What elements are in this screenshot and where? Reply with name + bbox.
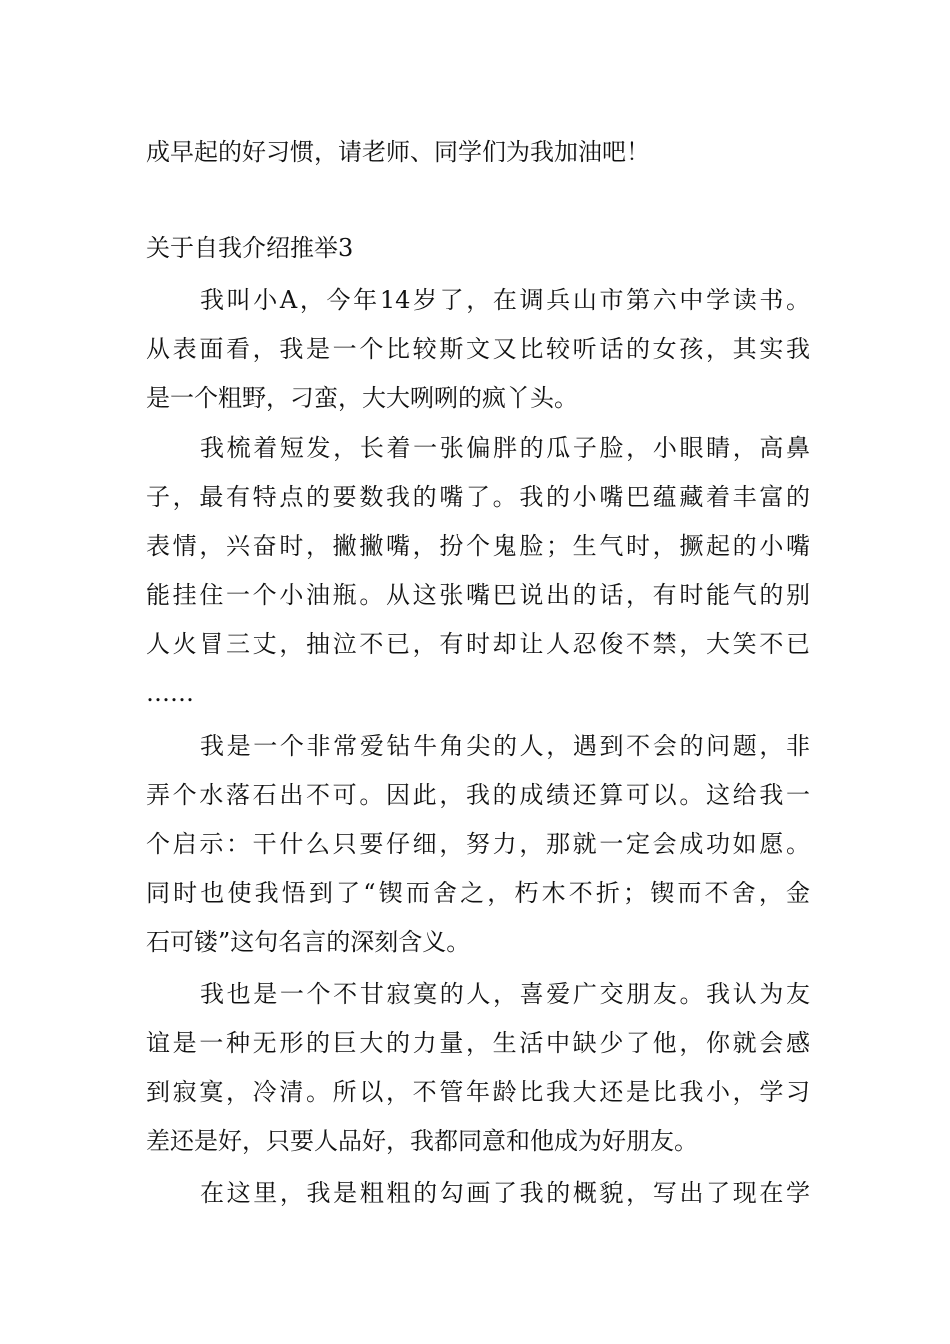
text-line: 我是一个非常爱钻牛角尖的人，遇到不会的问题，非 xyxy=(200,732,810,760)
text-line: 我梳着短发，长着一张偏胖的瓜子脸，小眼睛，高鼻 xyxy=(200,434,810,462)
text-line: 个启示：干什么只要仔细，努力，那就一定会成功如愿。 xyxy=(146,830,810,858)
text-line: 表情，兴奋时，撇撇嘴，扮个鬼脸；生气时，撅起的小嘴 xyxy=(146,532,810,560)
paragraph-2 xyxy=(146,424,810,718)
text-line: 能挂住一个小油瓶。从这张嘴巴说出的话，有时能气的别 xyxy=(146,581,810,609)
text-line: 成早起的好习惯，请老师、同学们为我加油吧！ xyxy=(146,138,650,166)
paragraph-5 xyxy=(146,1169,810,1218)
paragraph-1 xyxy=(146,276,810,423)
paragraph-3 xyxy=(146,722,810,967)
text-line: 人火冒三丈，抽泣不已，有时却让人忍俊不禁，大笑不已 xyxy=(146,630,810,658)
text-line: 子，最有特点的要数我的嘴了。我的小嘴巴蕴藏着丰富的 xyxy=(146,483,810,511)
text-line: 差还是好，只要人品好，我都同意和他成为好朋友。 xyxy=(146,1127,698,1155)
text-line: 石可镂”这句名言的深刻含义。 xyxy=(146,928,471,956)
text-line: 同时也使我悟到了“锲而舍之，朽木不折；锲而不舍，金 xyxy=(146,879,810,907)
text-line: …… xyxy=(146,679,194,707)
text-line: 到寂寞，冷清。所以，不管年龄比我大还是比我小，学习 xyxy=(146,1078,810,1106)
paragraph-4 xyxy=(146,970,810,1166)
text-line: 在这里，我是粗粗的勾画了我的概貌，写出了现在学 xyxy=(200,1179,810,1207)
text-line: 我也是一个不甘寂寞的人，喜爱广交朋友。我认为友 xyxy=(200,980,810,1008)
text-line: 从表面看，我是一个比较斯文又比较听话的女孩，其实我 xyxy=(146,335,810,363)
text-line: 弄个水落石出不可。因此，我的成绩还算可以。这给我一 xyxy=(146,781,810,809)
section-title: 关于自我介绍推举3 xyxy=(146,234,354,262)
continuation-paragraph xyxy=(146,128,810,177)
text-line: 我叫小A，今年14岁了，在调兵山市第六中学读书。 xyxy=(200,286,810,314)
text-line: 谊是一种无形的巨大的力量，生活中缺少了他，你就会感 xyxy=(146,1029,810,1057)
text-line: 是一个粗野，刁蛮，大大咧咧的疯丫头。 xyxy=(146,384,578,412)
